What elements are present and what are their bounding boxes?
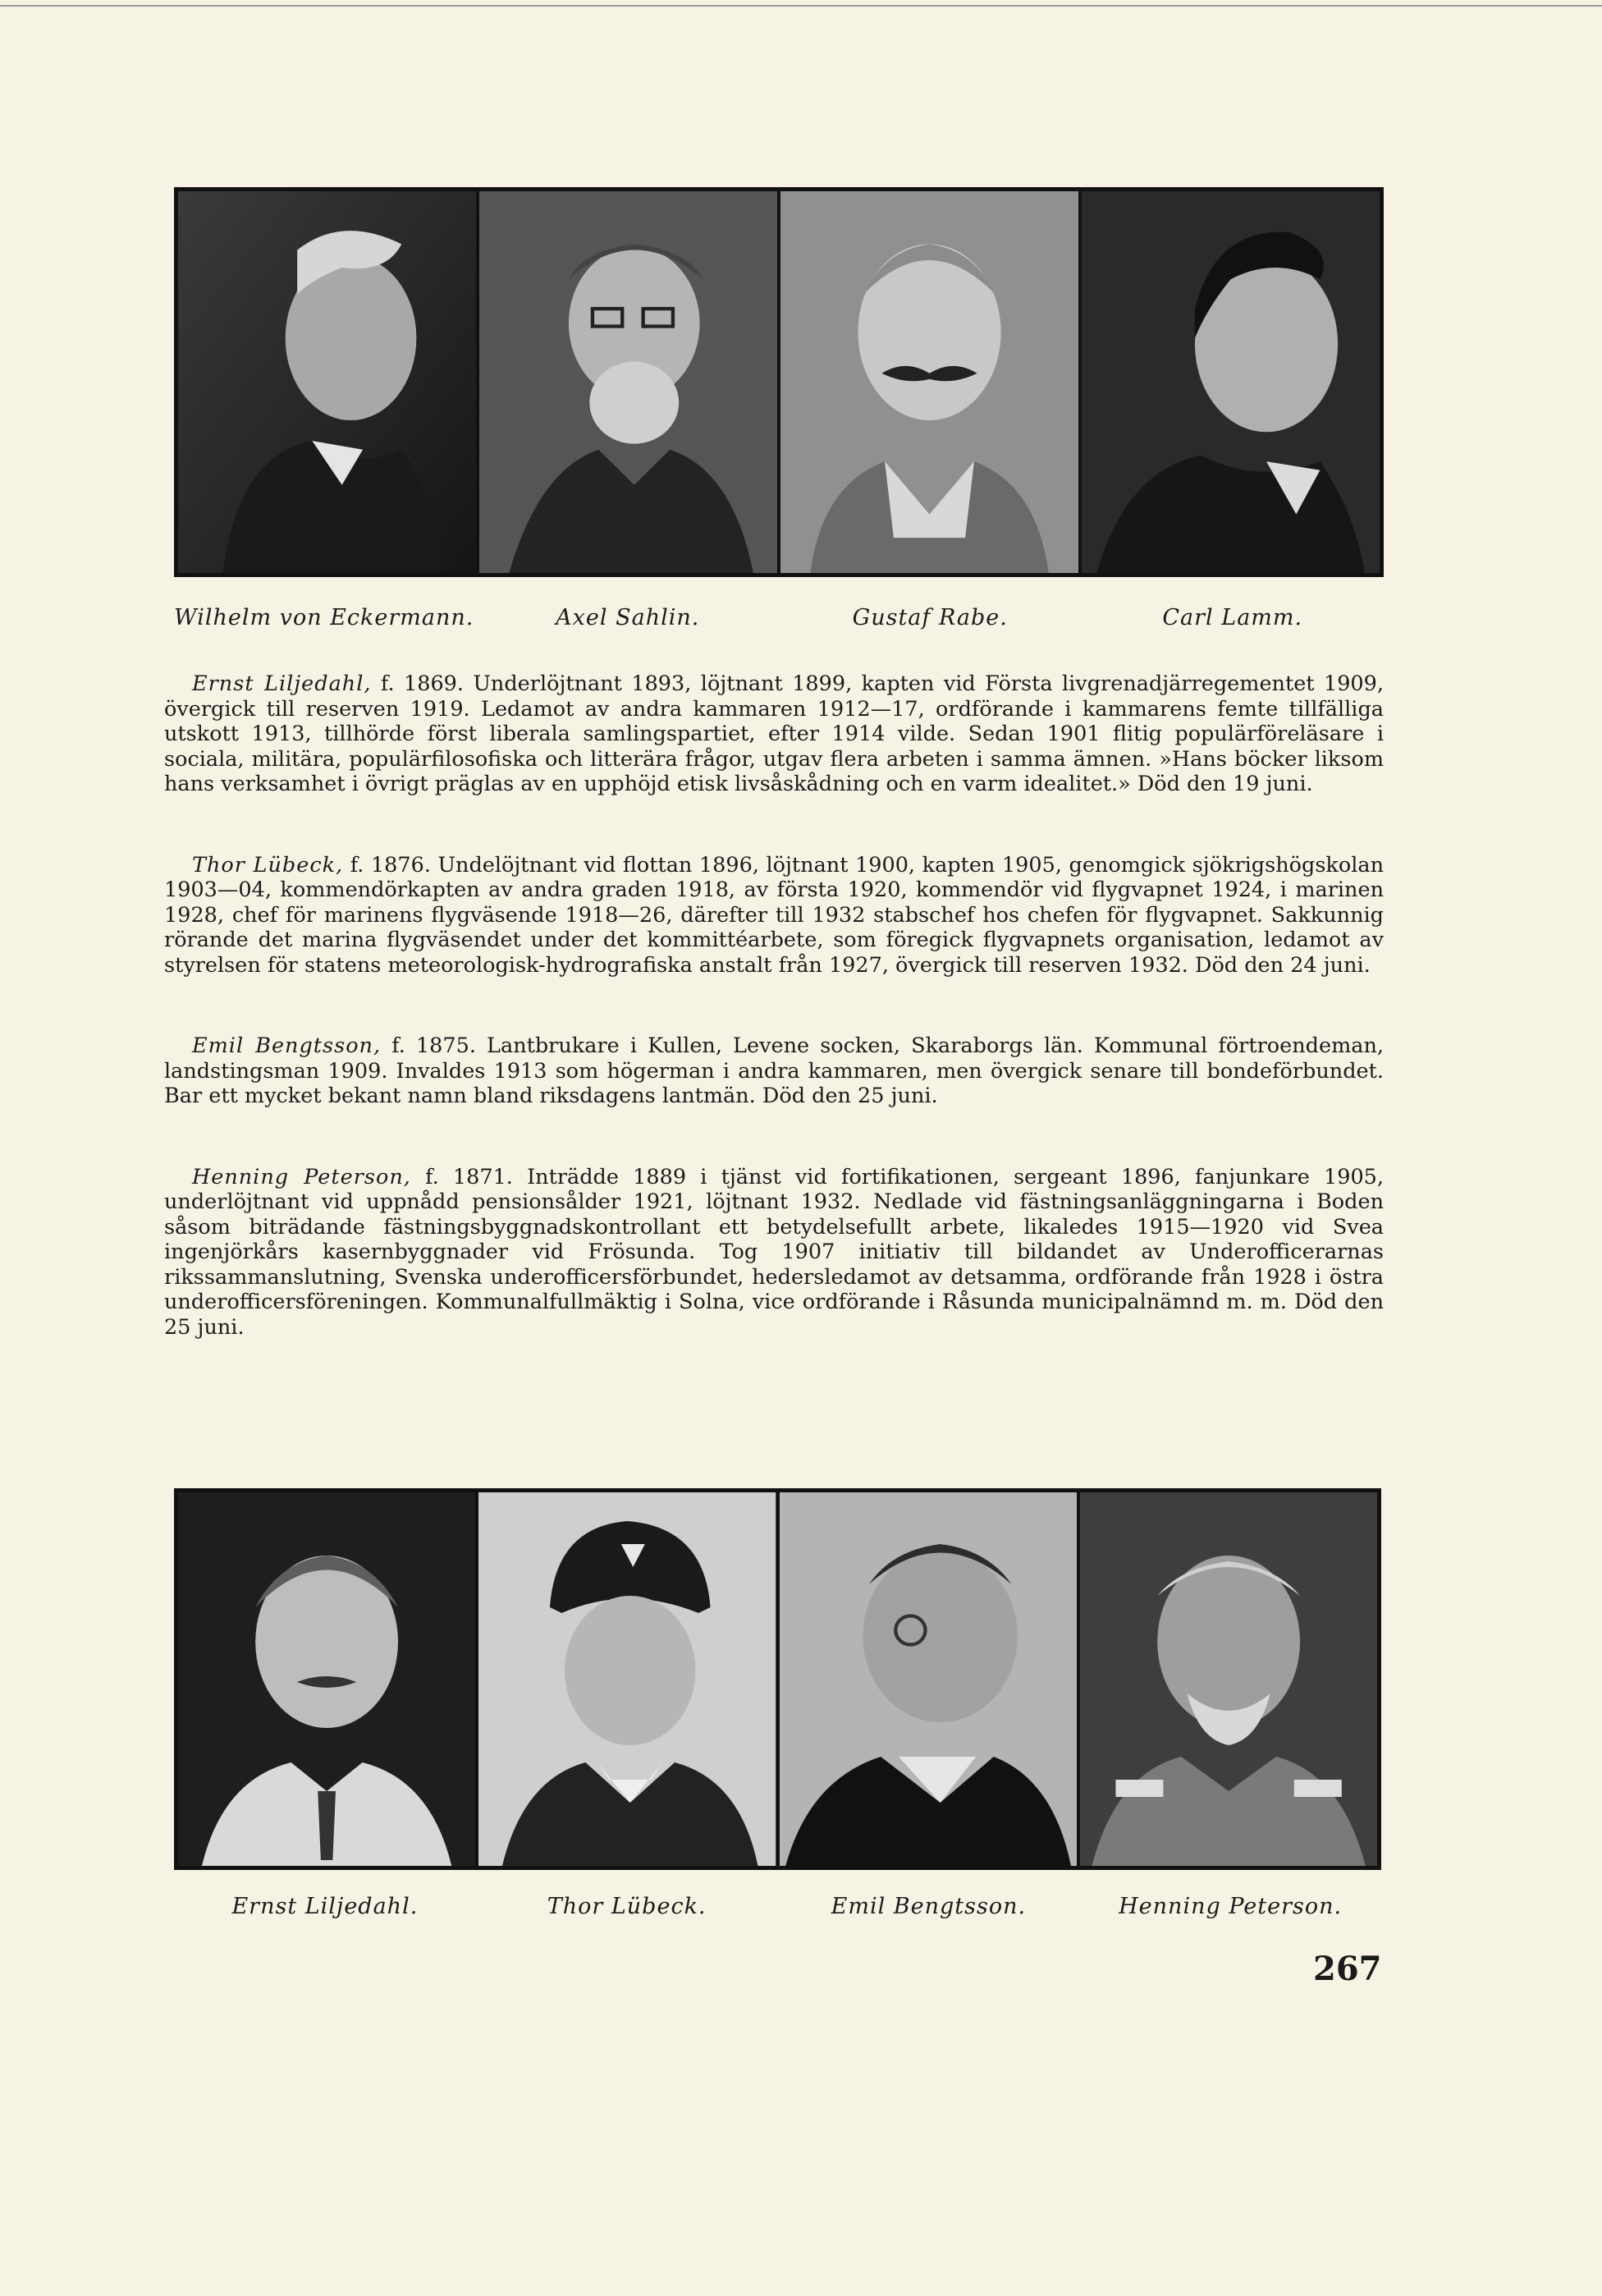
- caption-peterson: Henning Peterson.: [1119, 1894, 1343, 1919]
- caption-sahlin: Axel Sahlin.: [556, 605, 700, 630]
- caption-lamm: Carl Lamm.: [1162, 605, 1303, 630]
- bio-name: Thor Lübeck,: [192, 852, 344, 878]
- bio-bengtsson: [164, 1033, 1384, 1109]
- bio-name: Ernst Liljedahl,: [192, 671, 372, 696]
- bio-text: f. 1876. Undelöjtnant vid flottan 1896, löjtnant 1900, kapten 1905, genomgick sjökrigshögskolan 1903—04, kommendörkapten av andra graden 1918, av första 1920, kommendör vid flygvapnet 1924, i marinen 1928, chef för marinens flygväsende 1918—26, därefter till 1932 stabschef hos chefen för flygvapnet. Sakkunnig rörande det marina flygväsendet under det kommittéarbete, som föregick flygvapnets organisation, ledamot av styrelsen för statens meteorologisk-hydrografiska anstalt från 1927, övergick till reserven 1932. Död den 24 juni.: [164, 852, 1384, 978]
- caption-lubeck: Thor Lübeck.: [547, 1894, 707, 1919]
- caption-liljedahl: Ernst Liljedahl.: [231, 1894, 419, 1919]
- bottom-portrait-strip: [174, 1488, 1381, 1870]
- portrait-photo-lubeck: [478, 1492, 779, 1866]
- biography-section: [164, 671, 1384, 1395]
- portrait-photo-eckermann: [178, 191, 479, 573]
- top-caption-row: [174, 605, 1384, 630]
- bio-liljedahl: [164, 671, 1384, 797]
- bottom-caption-row: [174, 1894, 1381, 1919]
- bio-name: Henning Peterson,: [192, 1164, 411, 1189]
- portrait-photo-sahlin: [479, 191, 780, 573]
- bio-lubeck: [164, 853, 1384, 978]
- bio-peterson: [164, 1165, 1384, 1340]
- page-top-rule: [0, 5, 1602, 7]
- portrait-photo-peterson: [1080, 1492, 1377, 1866]
- caption-rabe: Gustaf Rabe.: [852, 605, 1008, 630]
- portrait-photo-liljedahl: [178, 1492, 478, 1866]
- caption-bengtsson: Emil Bengtsson.: [831, 1894, 1027, 1919]
- page-number: 267: [1313, 1950, 1382, 1988]
- caption-eckermann: Wilhelm von Eckermann.: [174, 605, 474, 630]
- portrait-photo-bengtsson: [780, 1492, 1080, 1866]
- bio-text: f. 1875. Lantbrukare i Kullen, Levene socken, Skaraborgs län. Kommunal förtroendeman, landstingsman 1909. Invaldes 1913 som högerman i andra kammaren, men övergick senare till bondeförbundet. Bar ett mycket bekant namn bland riksdagens lantmän. Död den 25 juni.: [164, 1033, 1384, 1108]
- portrait-photo-lamm: [1082, 191, 1380, 573]
- bio-text: f. 1871. Inträdde 1889 i tjänst vid fortifikationen, sergeant 1896, fanjunkare 1905, underlöjtnant vid uppnådd pensionsålder 1921, löjtnant 1932. Nedlade vid fästningsanläggningarna i Boden såsom biträdande fästningsbyggnadskontrollant ett betydelsefullt arbete, likaledes 1915—1920 vid Svea ingenjörkårs kasernbyggnader vid Frösunda. Tog 1907 initiativ till bildandet av Underofficerarnas rikssammanslutning, Svenska underofficersförbundet, hedersledamot av detsamma, ordförande från 1928 i östra underofficersföreningen. Kommunalfullmäktig i Solna, vice ordförande i Råsunda municipalnämnd m. m. Död den 25 juni.: [164, 1164, 1384, 1340]
- bio-name: Emil Bengtsson,: [192, 1033, 382, 1058]
- portrait-photo-rabe: [780, 191, 1082, 573]
- bio-text: f. 1869. Underlöjtnant 1893, löjtnant 1899, kapten vid Första livgrenadjärregementet 1909, övergick till reserven 1919. Ledamot av andra kammaren 1912—17, ordförande i kammarens femte tillfälliga utskott 1913, tillhörde först liberala samlingspartiet, efter 1914 vilde. Sedan 1901 flitig populärföreläsare i sociala, militära, populärfilosofiska och litterära frågor, utgav flera arbeten i samma ämnen. »Hans böcker liksom hans verksamhet i övrigt präglas av en upphöjd etisk livsåskådning och en varm idealitet.» Död den 19 juni.: [164, 671, 1384, 796]
- top-portrait-strip: [174, 187, 1384, 577]
